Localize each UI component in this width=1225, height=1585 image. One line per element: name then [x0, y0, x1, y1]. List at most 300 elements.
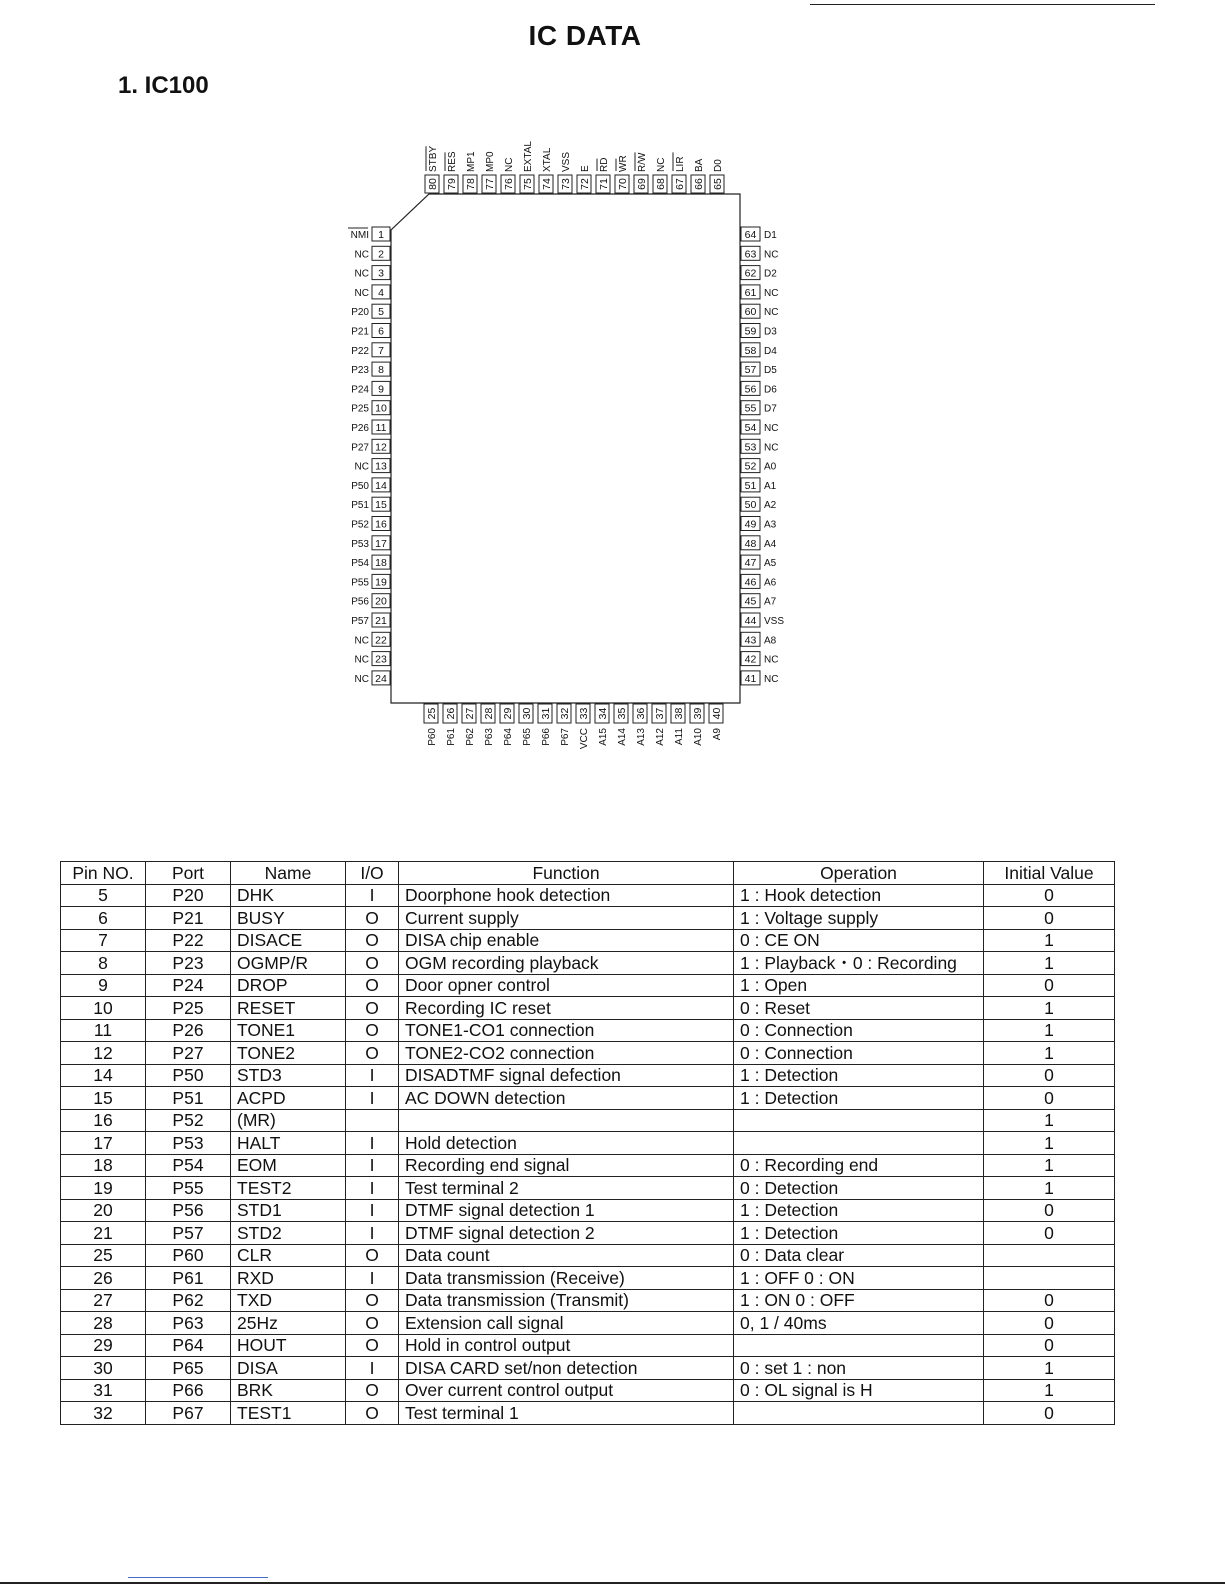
function-cell: Recording IC reset	[399, 997, 734, 1020]
port-cell: P24	[146, 974, 231, 997]
pin-label: NC	[354, 461, 369, 473]
pin-function-table	[60, 861, 1115, 1425]
pin-no-cell: 29	[61, 1334, 146, 1357]
name-cell: TEST1	[231, 1402, 346, 1425]
table-row	[61, 952, 1115, 975]
function-cell: DISA chip enable	[399, 929, 734, 952]
pin-no-cell: 16	[61, 1109, 146, 1132]
pin-label: P57	[351, 616, 369, 627]
operation-cell: 1 : Detection	[734, 1064, 984, 1087]
name-cell: STD3	[231, 1064, 346, 1087]
pin-number: 74	[541, 178, 553, 190]
initial-value-cell: 0	[984, 1289, 1115, 1312]
col-header-pin-no: Pin NO.	[61, 862, 146, 885]
function-cell: Doorphone hook detection	[399, 884, 734, 907]
pin-label: A1	[764, 480, 777, 492]
port-cell: P66	[146, 1379, 231, 1402]
io-cell: I	[346, 1064, 399, 1087]
name-cell: BRK	[231, 1379, 346, 1402]
table-row	[61, 907, 1115, 930]
table-row	[61, 1289, 1115, 1312]
name-cell: HOUT	[231, 1334, 346, 1357]
pin-number: 54	[744, 422, 757, 434]
function-cell: Recording end signal	[399, 1154, 734, 1177]
pin-label: P52	[351, 519, 369, 531]
pin-number: 53	[744, 441, 757, 454]
pin-no-cell: 19	[61, 1177, 146, 1200]
pin-label: XTAL	[542, 147, 553, 172]
pin-no-cell: 27	[61, 1289, 146, 1312]
pin-number: 52	[744, 460, 757, 473]
table-row	[61, 1199, 1115, 1222]
operation-cell: 1 : Detection	[734, 1087, 984, 1110]
pin-label: BA	[694, 158, 705, 172]
operation-cell: 0 : CE ON	[734, 929, 984, 952]
io-cell: I	[346, 884, 399, 907]
pin-no-cell: 18	[61, 1154, 146, 1177]
pin-label: P21	[351, 326, 369, 338]
pin-label: A5	[764, 558, 777, 570]
table-row	[61, 1042, 1115, 1065]
port-cell: P50	[146, 1064, 231, 1087]
pin-label: NC	[504, 157, 515, 172]
operation-cell: 0 : Connection	[734, 1042, 984, 1065]
initial-value-cell: 0	[984, 1064, 1115, 1087]
io-cell: I	[346, 1177, 399, 1200]
io-cell: O	[346, 974, 399, 997]
operation-cell: 0 : Data clear	[734, 1244, 984, 1267]
name-cell: HALT	[231, 1132, 346, 1155]
pin-label: R/W	[637, 152, 648, 172]
pin-number: 71	[598, 178, 610, 190]
io-cell: I	[346, 1154, 399, 1177]
function-cell	[399, 1109, 734, 1132]
pin-label: VCC	[579, 728, 590, 750]
pin-number: 48	[744, 537, 757, 550]
pin-number: 56	[744, 383, 757, 396]
pin-table-body	[61, 884, 1115, 1424]
pin-number: 13	[375, 460, 387, 473]
pin-number: 8	[378, 364, 384, 377]
pin-number: 57	[744, 364, 757, 377]
function-cell: Current supply	[399, 907, 734, 930]
function-cell: DISA CARD set/non detection	[399, 1357, 734, 1380]
pin-no-cell: 7	[61, 929, 146, 952]
name-cell: EOM	[231, 1154, 346, 1177]
pin-label: A15	[598, 728, 609, 746]
initial-value-cell: 0	[984, 1222, 1115, 1245]
io-cell: O	[346, 1019, 399, 1042]
pin-no-cell: 28	[61, 1312, 146, 1335]
operation-cell: 1 : Hook detection	[734, 884, 984, 907]
port-cell: P54	[146, 1154, 231, 1177]
function-cell: Data transmission (Receive)	[399, 1267, 734, 1290]
pin-number: 2	[378, 248, 384, 261]
function-cell: TONE2-CO2 connection	[399, 1042, 734, 1065]
name-cell: 25Hz	[231, 1312, 346, 1335]
col-header-port: Port	[146, 862, 231, 885]
function-cell: TONE1-CO1 connection	[399, 1019, 734, 1042]
name-cell: BUSY	[231, 907, 346, 930]
function-cell: Data transmission (Transmit)	[399, 1289, 734, 1312]
pin-number: 18	[375, 557, 387, 570]
initial-value-cell: 1	[984, 1042, 1115, 1065]
pin-number: 75	[522, 178, 534, 190]
pin-label: P62	[465, 728, 476, 746]
pin-number: 28	[483, 707, 495, 720]
pin-no-cell: 20	[61, 1199, 146, 1222]
port-cell: P26	[146, 1019, 231, 1042]
io-cell: I	[346, 1087, 399, 1110]
pin-label: NC	[764, 673, 779, 685]
pin-number: 36	[635, 707, 647, 720]
initial-value-cell: 1	[984, 1132, 1115, 1155]
pin-number: 49	[744, 518, 757, 531]
pin-number: 9	[378, 383, 384, 396]
initial-value-cell: 1	[984, 1154, 1115, 1177]
pin-table-container	[60, 861, 1115, 1425]
pin-label: P63	[484, 728, 495, 746]
pin-label: MP0	[485, 151, 496, 172]
pin-no-cell: 14	[61, 1064, 146, 1087]
pin-number: 14	[375, 479, 387, 492]
pin-label: P50	[351, 480, 369, 492]
pin-no-cell: 21	[61, 1222, 146, 1245]
pin-number: 39	[692, 707, 704, 720]
pin-no-cell: 12	[61, 1042, 146, 1065]
pin-label: NMI	[350, 230, 369, 241]
initial-value-cell: 0	[984, 1312, 1115, 1335]
function-cell: Door opner control	[399, 974, 734, 997]
port-cell: P60	[146, 1244, 231, 1267]
function-cell: Over current control output	[399, 1379, 734, 1402]
initial-value-cell: 1	[984, 952, 1115, 975]
pin-number: 61	[744, 286, 757, 299]
pin-number: 72	[579, 178, 591, 190]
pin-label: A14	[617, 728, 628, 746]
io-cell: O	[346, 1312, 399, 1335]
operation-cell: 0 : Detection	[734, 1177, 984, 1200]
pin-number: 38	[673, 707, 685, 720]
io-cell: O	[346, 997, 399, 1020]
ic-body-outline	[391, 194, 740, 703]
pin-number: 55	[744, 402, 757, 415]
pin-number: 35	[616, 707, 628, 720]
pin-number: 70	[617, 178, 629, 190]
pin-no-cell: 8	[61, 952, 146, 975]
col-header-function: Function	[399, 862, 734, 885]
function-cell: Data count	[399, 1244, 734, 1267]
pin-label: P56	[351, 596, 369, 608]
pin-number: 66	[693, 178, 705, 190]
pin-number: 69	[636, 178, 648, 190]
pin-number: 32	[559, 707, 571, 720]
io-cell: O	[346, 1402, 399, 1425]
pin-label: NC	[764, 423, 779, 434]
pin-number: 23	[375, 653, 387, 666]
pin-label: NC	[354, 635, 369, 647]
pin-number: 1	[378, 229, 384, 241]
table-row	[61, 974, 1115, 997]
pin-label: P64	[503, 728, 514, 746]
footer-rule	[0, 1582, 1225, 1584]
pin-number: 50	[744, 499, 757, 512]
pin-number: 19	[375, 576, 387, 589]
pin-label: VSS	[764, 616, 785, 627]
initial-value-cell: 1	[984, 1019, 1115, 1042]
operation-cell	[734, 1334, 984, 1357]
pin-label: WR	[618, 155, 629, 172]
pin-number: 58	[744, 344, 757, 357]
pin-label: P61	[446, 728, 457, 746]
io-cell: I	[346, 1267, 399, 1290]
pin-number: 78	[465, 178, 477, 190]
io-cell: O	[346, 929, 399, 952]
col-header-initial-value: Initial Value	[984, 862, 1115, 885]
function-cell: AC DOWN detection	[399, 1087, 734, 1110]
port-cell: P22	[146, 929, 231, 952]
initial-value-cell	[984, 1244, 1115, 1267]
pin-label: STBY	[428, 145, 439, 172]
operation-cell: 1 : Detection	[734, 1222, 984, 1245]
pin-number: 41	[744, 672, 757, 685]
name-cell: DHK	[231, 884, 346, 907]
operation-cell: 0 : set 1 : non	[734, 1357, 984, 1380]
pin-label: A2	[764, 500, 777, 512]
col-header-operation: Operation	[734, 862, 984, 885]
initial-value-cell: 0	[984, 1199, 1115, 1222]
pin-label: E	[580, 165, 591, 172]
pin-number: 26	[445, 707, 457, 720]
operation-cell	[734, 1109, 984, 1132]
pin-number: 67	[674, 178, 686, 190]
function-cell: Test terminal 2	[399, 1177, 734, 1200]
pin-number: 24	[375, 672, 387, 685]
function-cell: Hold detection	[399, 1132, 734, 1155]
pin-number: 25	[426, 707, 438, 720]
name-cell: RXD	[231, 1267, 346, 1290]
function-cell: DTMF signal detection 1	[399, 1199, 734, 1222]
io-cell: I	[346, 1199, 399, 1222]
pin-number: 45	[744, 595, 757, 608]
pin-label: D3	[764, 326, 777, 338]
pin-number: 22	[375, 634, 387, 647]
io-cell: O	[346, 1042, 399, 1065]
pin-number: 12	[375, 441, 387, 454]
port-cell: P53	[146, 1132, 231, 1155]
pin-label: A13	[636, 728, 647, 746]
operation-cell: 1 : Voltage supply	[734, 907, 984, 930]
pin-label: P51	[351, 500, 369, 512]
pin-number: 31	[540, 707, 552, 720]
operation-cell: 0 : OL signal is H	[734, 1379, 984, 1402]
pin-label: NC	[764, 307, 779, 319]
pin-number: 44	[744, 615, 757, 627]
pin-number: 80	[427, 178, 439, 190]
pin-no-cell: 26	[61, 1267, 146, 1290]
function-cell: DTMF signal detection 2	[399, 1222, 734, 1245]
pin-number: 77	[484, 178, 496, 190]
port-cell: P57	[146, 1222, 231, 1245]
pin-number: 46	[744, 576, 757, 589]
pin-number: 68	[655, 178, 667, 190]
pin-label: NC	[764, 442, 779, 454]
pin-label: A4	[764, 538, 777, 550]
port-cell: P27	[146, 1042, 231, 1065]
name-cell: STD1	[231, 1199, 346, 1222]
pin-number: 64	[744, 229, 757, 241]
pin-number: 47	[744, 557, 757, 570]
pin-label: NC	[764, 654, 779, 666]
initial-value-cell: 1	[984, 1379, 1115, 1402]
initial-value-cell: 1	[984, 929, 1115, 952]
pin-label: RES	[447, 151, 458, 172]
pin-label: NC	[656, 157, 667, 172]
pin-label: P20	[351, 307, 369, 319]
initial-value-cell	[984, 1267, 1115, 1290]
pin-number: 79	[446, 178, 458, 190]
pin-label: A10	[693, 728, 704, 746]
pin-number: 15	[375, 499, 387, 512]
table-row	[61, 1312, 1115, 1335]
pin-label: D4	[764, 345, 777, 357]
operation-cell	[734, 1132, 984, 1155]
pin-no-cell: 9	[61, 974, 146, 997]
initial-value-cell: 1	[984, 1177, 1115, 1200]
table-row	[61, 1154, 1115, 1177]
initial-value-cell: 0	[984, 1402, 1115, 1425]
pin-no-cell: 5	[61, 884, 146, 907]
initial-value-cell: 0	[984, 884, 1115, 907]
pin-number: 29	[502, 707, 514, 720]
function-cell: Test terminal 1	[399, 1402, 734, 1425]
port-cell: P67	[146, 1402, 231, 1425]
io-cell: O	[346, 1289, 399, 1312]
table-row	[61, 1087, 1115, 1110]
section-title: 1. IC100	[118, 72, 209, 99]
operation-cell: 1 : Detection	[734, 1199, 984, 1222]
pin-number: 60	[744, 306, 757, 319]
pin-label: P26	[351, 423, 369, 434]
pin-number: 7	[378, 344, 384, 357]
port-cell: P62	[146, 1289, 231, 1312]
pin-label: MP1	[466, 151, 477, 172]
name-cell: OGMP/R	[231, 952, 346, 975]
operation-cell: 0 : Connection	[734, 1019, 984, 1042]
pin-label: D0	[713, 159, 724, 172]
pin-number: 42	[744, 653, 757, 666]
operation-cell: 1 : Open	[734, 974, 984, 997]
pin-no-cell: 17	[61, 1132, 146, 1155]
pin-number: 17	[375, 537, 387, 550]
pin-label: P54	[351, 558, 369, 570]
port-cell: P20	[146, 884, 231, 907]
pin-number: 16	[375, 518, 387, 531]
pin-no-cell: 10	[61, 997, 146, 1020]
table-row	[61, 1177, 1115, 1200]
operation-cell	[734, 1402, 984, 1425]
operation-cell: 0 : Reset	[734, 997, 984, 1020]
port-cell: P21	[146, 907, 231, 930]
initial-value-cell: 0	[984, 1334, 1115, 1357]
table-row	[61, 1402, 1115, 1425]
pin-no-cell: 15	[61, 1087, 146, 1110]
pin-number: 76	[503, 178, 515, 190]
port-cell: P63	[146, 1312, 231, 1335]
pin-label: P66	[541, 728, 552, 746]
io-cell	[346, 1109, 399, 1132]
pin-label: A7	[764, 596, 777, 608]
initial-value-cell: 1	[984, 997, 1115, 1020]
pin-number: 21	[375, 615, 387, 627]
function-cell: Extension call signal	[399, 1312, 734, 1335]
table-row	[61, 1357, 1115, 1380]
pin-number: 43	[744, 634, 757, 647]
pin-label: P55	[351, 577, 369, 589]
io-cell: O	[346, 1334, 399, 1357]
operation-cell: 0, 1 / 40ms	[734, 1312, 984, 1335]
name-cell: TONE2	[231, 1042, 346, 1065]
pin-number: 20	[375, 595, 387, 608]
pin-no-cell: 30	[61, 1357, 146, 1380]
pin-label: EXTAL	[523, 141, 534, 172]
table-row	[61, 1019, 1115, 1042]
operation-cell: 1 : ON 0 : OFF	[734, 1289, 984, 1312]
pin-number: 33	[578, 707, 590, 720]
pin-number: 10	[375, 402, 387, 415]
pin-label: P65	[522, 728, 533, 746]
initial-value-cell: 0	[984, 974, 1115, 997]
pin-number: 73	[560, 178, 572, 190]
port-cell: P23	[146, 952, 231, 975]
pin-no-cell: 6	[61, 907, 146, 930]
pin-label: NC	[354, 268, 369, 280]
pin-label: D5	[764, 365, 777, 377]
pin-label: NC	[354, 673, 369, 685]
pin-label: P27	[351, 442, 369, 454]
name-cell: RESET	[231, 997, 346, 1020]
io-cell: O	[346, 907, 399, 930]
pin-number: 37	[654, 707, 666, 720]
pin-label: D6	[764, 384, 777, 396]
pin-label: LIR	[675, 156, 686, 172]
pin-number: 34	[597, 707, 609, 720]
operation-cell: 0 : Recording end	[734, 1154, 984, 1177]
pin-number: 4	[378, 286, 384, 299]
name-cell: DISA	[231, 1357, 346, 1380]
table-row	[61, 1267, 1115, 1290]
initial-value-cell: 1	[984, 1109, 1115, 1132]
pin-no-cell: 11	[61, 1019, 146, 1042]
pin-label: A11	[674, 728, 685, 746]
pin-label: A8	[764, 635, 777, 647]
io-cell: O	[346, 1244, 399, 1267]
io-cell: I	[346, 1357, 399, 1380]
name-cell: TONE1	[231, 1019, 346, 1042]
name-cell: (MR)	[231, 1109, 346, 1132]
pin-label: A3	[764, 519, 777, 531]
io-cell: O	[346, 1379, 399, 1402]
table-header-row	[61, 862, 1115, 885]
pin-label: P24	[351, 384, 369, 396]
io-cell: I	[346, 1222, 399, 1245]
pin-number: 62	[744, 267, 757, 280]
name-cell: CLR	[231, 1244, 346, 1267]
operation-cell: 1 : OFF 0 : ON	[734, 1267, 984, 1290]
pin-label: A12	[655, 728, 666, 746]
pin-label: D2	[764, 268, 777, 280]
table-row	[61, 1064, 1115, 1087]
